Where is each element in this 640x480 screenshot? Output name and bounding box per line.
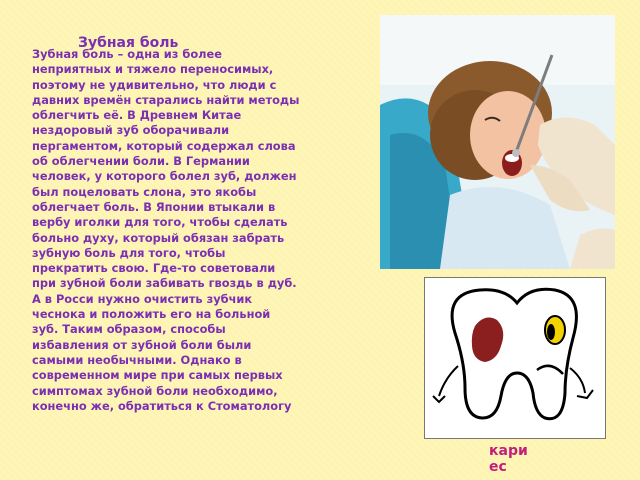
tooth-cartoon xyxy=(424,277,606,439)
tooth-cartoon-illustration xyxy=(425,278,605,438)
dentist-photo xyxy=(380,15,615,269)
body-text: Зубная боль – одна из более неприятных и тяжело переносимых, поэтому не удивительно, что люди с давних времён старались найти методы облегчить её. В Древнем Китае нездоровый зуб оборачивали пергаментом, который содержал слова об облегчении боли. В Германии человек, у которого болел зуб, должен был поцеловать слона, это якобы облегчает боль. В Японии втыкали в вербу иголки для того, чтобы сделать больно духу, который обязан забрать зубную боль для того, чтобы прекратить свою. Где-то советовали при зубной боли забивать гвоздь в дуб. А в Росси нужно очистить зубчик чеснока и положить его на больной зуб. Таким образом, способы избавления от зубной боли были самыми необычными. Однако в современном мире при самых первых симптомах зубной боли необходимо, конечно же, обратиться к Стоматологу xyxy=(32,47,300,413)
slide-title: Зубная боль xyxy=(78,35,179,51)
tooth-caption: кариес xyxy=(489,443,528,475)
dentist-photo-illustration xyxy=(380,15,615,269)
